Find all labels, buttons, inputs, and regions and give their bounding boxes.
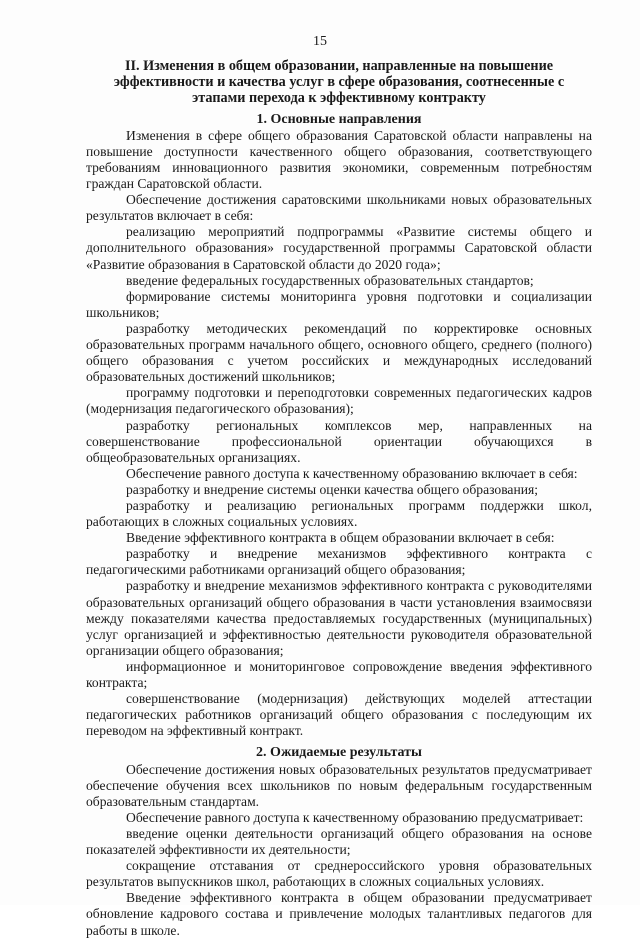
section1-body xyxy=(86,128,592,740)
paragraph: реализацию мероприятий подпрограммы «Развитие системы общего и дополнительного образования» государственной программы Саратовской области «Развитие образования в Саратовской области до 2020 года»; xyxy=(86,224,592,272)
paragraph: Обеспечение достижения новых образовательных результатов предусматривает обеспечение обучения всех школьников по новым федеральным государственным образовательным стандартам. xyxy=(86,761,592,809)
page-number: 15 xyxy=(313,34,327,49)
paragraph: Обеспечение равного доступа к качественному образованию включает в себя: xyxy=(126,465,578,481)
paragraph: Обеспечение равного доступа к качественному образованию предусматривает: xyxy=(126,809,584,825)
paragraph: разработку методических рекомендаций по корректировке основных образовательных программ начального общего, основного общего, среднего (полного) общего образования с учетом российских и международных исследований образовательных достижений школьников; xyxy=(86,320,592,385)
paragraph: разработку и реализацию региональных программ поддержки школ, работающих в сложных социальных условиях. xyxy=(86,497,592,530)
document-body xyxy=(86,58,592,939)
section-title: II. Изменения в общем образовании, направленные на повышение эффективности и качества услуг в сфере образования, соотнесенные с этапами перехода к эффективному контракту xyxy=(113,58,565,107)
paragraph: информационное и мониторинговое сопровождение введения эффективного контракта; xyxy=(86,658,592,690)
section1-heading: 1. Основные направления xyxy=(256,111,422,127)
paragraph: разработку и внедрение механизмов эффективного контракта с руководителями образовательных организаций общего образования в части установления взаимосвязи между показателями качества предоставляемых государственных (муниципальных) услуг организацией и эффективностью деятельности руководителя образовательной организации общего образования; xyxy=(86,578,592,658)
paragraph: разработку и внедрение механизмов эффективного контракта с педагогическими работниками организаций общего образования; xyxy=(86,546,592,578)
paragraph: разработку и внедрение системы оценки качества общего образования; xyxy=(126,481,539,497)
paragraph: введение федеральных государственных образовательных стандартов; xyxy=(126,272,534,288)
paragraph: Обеспечение достижения саратовскими школьниками новых образовательных результатов включает в себя: xyxy=(86,192,592,224)
paragraph: Введение эффективного контракта в общем образовании предусматривает обновление кадрового состава и привлечение молодых талантливых педагогов для работы в школе. xyxy=(86,890,592,938)
paragraph: сокращение отставания от среднероссийского уровня образовательных результатов выпускников школ, работающих в сложных социальных условиях. xyxy=(86,858,592,890)
paragraph: Изменения в сфере общего образования Саратовской области направлены на повышение доступности качественного общего образования, соответствующего требованиям инновационного развития экономики, современным потребностям граждан Саратовской области. xyxy=(86,127,592,192)
paragraph: программу подготовки и переподготовки современных педагогических кадров (модернизация педагогического образования); xyxy=(86,385,592,417)
section2-heading: 2. Ожидаемые результаты xyxy=(256,745,422,761)
paragraph: Введение эффективного контракта в общем образовании включает в себя: xyxy=(126,530,555,546)
section2-body xyxy=(86,762,592,939)
paragraph: введение оценки деятельности организаций общего образования на основе показателей эффективности их деятельности; xyxy=(86,825,592,858)
paragraph: формирование системы мониторинга уровня подготовки и социализации школьников; xyxy=(86,288,592,320)
paragraph: совершенствование (модернизация) действующих моделей аттестации педагогических работников организаций общего образования с последующим их переводом на эффективный контракт. xyxy=(86,691,592,739)
paragraph: разработку региональных комплексов мер, направленных на совершенствование профессиональной ориентации обучающихся в общеобразовательных организациях. xyxy=(86,417,592,465)
